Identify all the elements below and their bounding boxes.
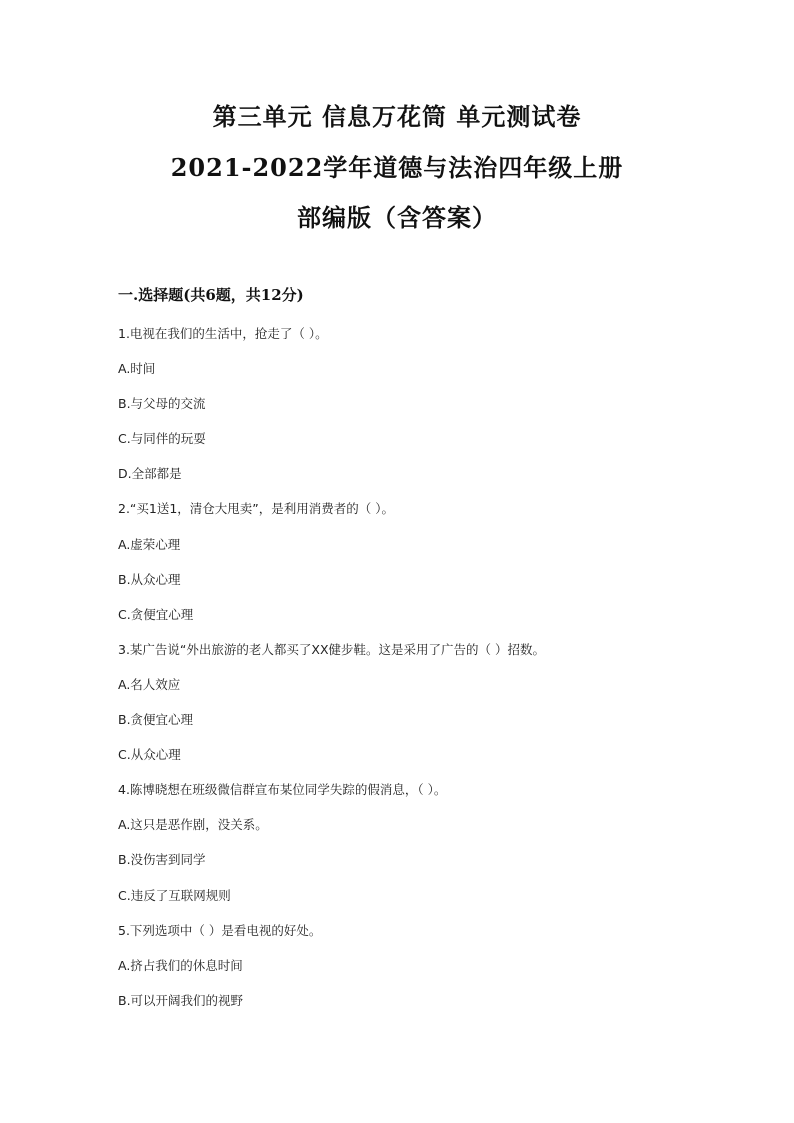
- question-option: A.时间: [118, 361, 156, 376]
- question-option: C.违反了互联网规则: [118, 888, 231, 903]
- question-option: A.挤占我们的休息时间: [118, 958, 243, 973]
- question-option: B.没伤害到同学: [118, 852, 206, 867]
- question-option: B.与父母的交流: [118, 396, 206, 411]
- question-option: C.与同伴的玩耍: [118, 431, 206, 446]
- question-option: B.可以开阔我们的视野: [118, 993, 244, 1008]
- title-line-1: 第三单元 信息万花筒 单元测试卷: [212, 102, 582, 131]
- question-option: A.虚荣心理: [118, 537, 181, 552]
- title-line-2: 2021-2022学年道德与法治四年级上册: [170, 153, 624, 182]
- question-stem: 5.下列选项中（ ）是看电视的好处。: [118, 923, 322, 938]
- question-option: B.贪便宜心理: [118, 712, 194, 727]
- question-option: C.贪便宜心理: [118, 607, 194, 622]
- question-option: A.这只是恶作剧，没关系。: [118, 817, 268, 832]
- question-option: B.从众心理: [118, 572, 181, 587]
- question-stem: 1.电视在我们的生活中，抢走了（ ）。: [118, 326, 328, 341]
- question-stem: 3.某广告说“外出旅游的老人都买了XX健步鞋。这是采用了广告的（ ）招数。: [118, 642, 546, 657]
- question-stem: 4.陈博晓想在班级微信群宣布某位同学失踪的假消息，（ ）。: [118, 782, 447, 797]
- question-option: C.从众心理: [118, 747, 181, 762]
- section-heading: 一.选择题(共6题，共12分): [118, 286, 304, 304]
- question-stem: 2.“买1送1，清仓大甩卖”，是利用消费者的（ ）。: [118, 501, 395, 516]
- title-line-3: 部编版（含答案）: [297, 203, 497, 232]
- question-option: A.名人效应: [118, 677, 181, 692]
- question-option: D.全部都是: [118, 466, 182, 481]
